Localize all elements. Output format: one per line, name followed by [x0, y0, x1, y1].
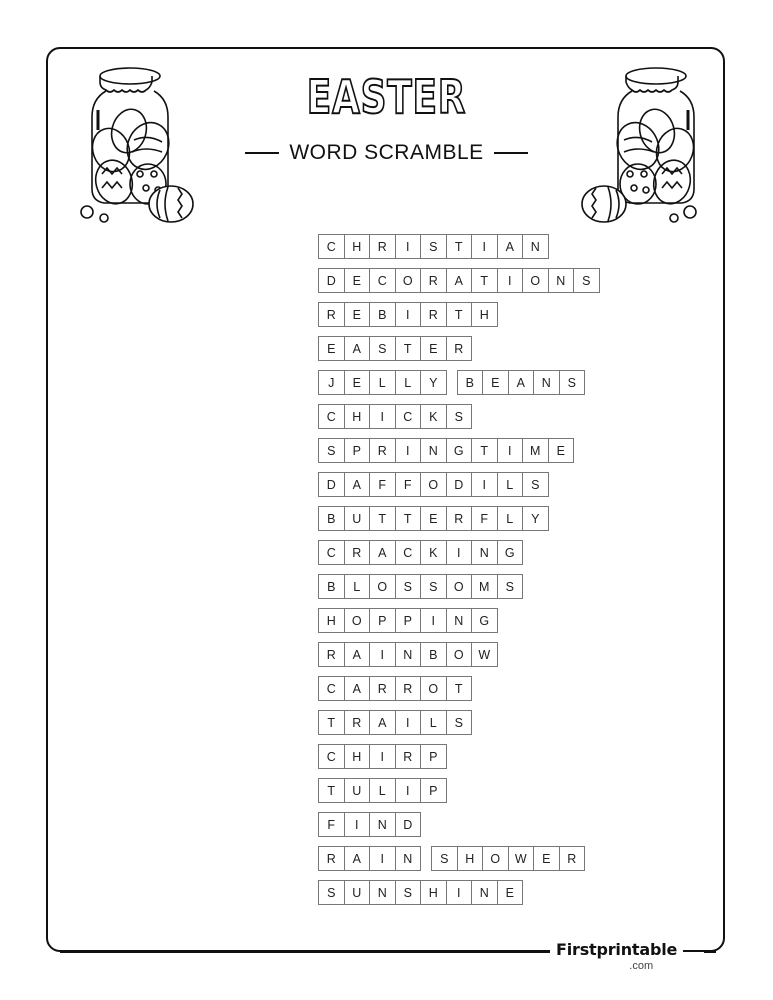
letter-box[interactable]: R — [369, 235, 395, 258]
letter-box[interactable]: A — [344, 677, 370, 700]
letter-box[interactable]: R — [326, 307, 336, 322]
letter-box[interactable]: F — [395, 473, 421, 496]
letter-box[interactable]: O — [446, 575, 472, 598]
answer-boxes — [318, 608, 498, 633]
subtitle-text: WORD SCRAMBLE — [289, 141, 484, 164]
letter-box[interactable]: G — [446, 439, 472, 462]
letter-box[interactable]: I — [395, 711, 421, 734]
answer-boxes — [318, 642, 498, 667]
letter-box[interactable]: S — [420, 235, 446, 258]
letter-box[interactable]: I — [420, 609, 446, 632]
letter-box[interactable]: N — [369, 881, 395, 904]
letter-box[interactable]: P — [395, 609, 421, 632]
letter-box[interactable]: C — [326, 681, 336, 696]
letter-box[interactable]: U — [344, 881, 370, 904]
answer-boxes — [318, 540, 523, 565]
answer-word — [318, 472, 549, 497]
letter-box[interactable]: H — [344, 745, 370, 768]
letter-box[interactable]: A — [497, 235, 523, 258]
letter-box[interactable]: F — [369, 473, 395, 496]
letter-box[interactable]: H — [326, 613, 336, 628]
letter-box[interactable]: N — [369, 813, 395, 836]
letter-box[interactable]: I — [369, 405, 395, 428]
answer-boxes — [318, 846, 585, 871]
letter-box[interactable]: Y — [522, 507, 548, 530]
letter-box[interactable]: E — [344, 303, 370, 326]
letter-box[interactable]: T — [471, 269, 497, 292]
letter-box[interactable]: I — [446, 541, 472, 564]
letter-box[interactable]: A — [344, 337, 370, 360]
letter-box[interactable]: S — [395, 881, 421, 904]
answer-boxes — [318, 472, 549, 497]
letter-box[interactable]: L — [369, 779, 395, 802]
letter-box[interactable]: F — [327, 817, 336, 832]
letter-box[interactable]: N — [420, 439, 446, 462]
answer-word — [318, 540, 523, 565]
letter-box[interactable]: I — [369, 745, 395, 768]
letter-box[interactable]: S — [559, 371, 585, 394]
letter-box[interactable]: R — [420, 269, 446, 292]
letter-box[interactable]: C — [326, 409, 336, 424]
letter-box[interactable]: N — [548, 269, 574, 292]
letter-box[interactable]: C — [395, 405, 421, 428]
answer-word — [318, 268, 600, 293]
answer-boxes — [318, 574, 523, 599]
letter-box[interactable]: E — [344, 371, 370, 394]
letter-box[interactable]: T — [446, 235, 472, 258]
letter-box[interactable]: I — [395, 235, 421, 258]
letter-box[interactable]: R — [344, 541, 370, 564]
letter-box[interactable]: P — [344, 439, 370, 462]
letter-box[interactable]: O — [395, 269, 421, 292]
letter-box[interactable]: G — [497, 541, 523, 564]
letter-box[interactable]: O — [344, 609, 370, 632]
letter-box[interactable]: R — [369, 677, 395, 700]
answer-word — [318, 234, 549, 259]
letter-box[interactable]: B — [420, 643, 446, 666]
letter-box[interactable]: I — [471, 235, 497, 258]
letter-box[interactable]: L — [420, 711, 446, 734]
letter-box[interactable]: R — [420, 303, 446, 326]
letter-box[interactable]: K — [420, 541, 446, 564]
letter-box[interactable]: S — [395, 575, 421, 598]
answer-word — [318, 710, 472, 735]
answer-word — [457, 370, 586, 395]
letter-box[interactable]: T — [395, 507, 421, 530]
letter-box[interactable]: M — [471, 575, 497, 598]
letter-box[interactable]: O — [420, 677, 446, 700]
letter-box[interactable]: T — [327, 783, 336, 798]
answer-boxes — [318, 404, 472, 429]
letter-box[interactable]: E — [533, 847, 559, 870]
letter-box[interactable]: A — [344, 643, 370, 666]
footer-line-left — [60, 951, 560, 953]
answer-word — [318, 744, 447, 769]
letter-box[interactable]: O — [522, 269, 548, 292]
letter-box[interactable]: S — [573, 269, 599, 292]
letter-box[interactable]: U — [344, 779, 370, 802]
answer-boxes — [318, 812, 421, 837]
letter-box[interactable]: H — [420, 881, 446, 904]
answer-word — [318, 574, 523, 599]
letter-box[interactable]: Y — [420, 371, 446, 394]
letter-box[interactable]: J — [328, 375, 335, 390]
letter-box[interactable]: S — [440, 851, 449, 866]
letter-box[interactable]: E — [420, 507, 446, 530]
letter-box[interactable]: R — [446, 337, 472, 360]
letter-box[interactable]: T — [369, 507, 395, 530]
answer-word — [318, 676, 472, 701]
letter-box[interactable]: R — [395, 745, 421, 768]
brand-name: Firstprintable — [556, 940, 678, 959]
letter-box[interactable]: O — [369, 575, 395, 598]
letter-box[interactable]: L — [395, 371, 421, 394]
answer-boxes — [318, 302, 498, 327]
letter-box[interactable]: T — [471, 439, 497, 462]
letter-box[interactable]: R — [326, 851, 336, 866]
answer-word — [318, 336, 472, 361]
letter-box[interactable]: C — [326, 239, 336, 254]
answer-boxes — [318, 506, 549, 531]
letter-box[interactable]: D — [326, 273, 336, 288]
letter-box[interactable]: P — [420, 779, 446, 802]
letter-box[interactable]: B — [369, 303, 395, 326]
letter-box[interactable]: G — [471, 609, 497, 632]
letter-box[interactable]: N — [471, 541, 497, 564]
decorative-dash — [494, 152, 528, 154]
answer-word — [318, 608, 498, 633]
answer-word — [318, 812, 421, 837]
letter-box[interactable]: R — [559, 847, 585, 870]
letter-box[interactable]: H — [457, 847, 483, 870]
letter-box[interactable]: H — [344, 405, 370, 428]
letter-box[interactable]: P — [369, 609, 395, 632]
letter-box[interactable]: E — [548, 439, 574, 462]
letter-box[interactable]: N — [522, 235, 548, 258]
letter-box[interactable]: I — [497, 439, 523, 462]
decorative-dash — [245, 152, 279, 154]
answer-boxes — [318, 880, 523, 905]
letter-box[interactable]: S — [327, 885, 336, 900]
letter-box[interactable]: S — [522, 473, 548, 496]
letter-box[interactable]: A — [344, 473, 370, 496]
letter-box[interactable]: T — [446, 677, 472, 700]
letter-box[interactable]: H — [344, 235, 370, 258]
answer-word — [318, 642, 498, 667]
letter-box[interactable]: I — [497, 269, 523, 292]
letter-box[interactable]: S — [420, 575, 446, 598]
letter-box[interactable]: P — [420, 745, 446, 768]
letter-box[interactable]: D — [326, 477, 336, 492]
letter-box[interactable]: M — [522, 439, 548, 462]
letter-box[interactable]: I — [369, 847, 395, 870]
letter-box[interactable]: I — [395, 779, 421, 802]
letter-box[interactable]: T — [327, 715, 336, 730]
answer-word — [318, 880, 523, 905]
page-subtitle — [0, 141, 773, 165]
answer-word — [318, 506, 549, 531]
letter-box[interactable]: O — [420, 473, 446, 496]
letter-box[interactable]: E — [482, 371, 508, 394]
letter-box[interactable]: N — [446, 609, 472, 632]
page-title: EASTER — [306, 70, 467, 124]
letter-box[interactable]: O — [446, 643, 472, 666]
letter-box[interactable]: I — [471, 473, 497, 496]
letter-box[interactable]: C — [326, 749, 336, 764]
answer-word — [431, 846, 585, 871]
letter-box[interactable]: S — [369, 337, 395, 360]
letter-box[interactable]: E — [344, 269, 370, 292]
letter-box[interactable]: S — [497, 575, 523, 598]
footer-brand — [550, 940, 683, 972]
answer-boxes — [318, 778, 447, 803]
letter-box[interactable]: T — [395, 337, 421, 360]
letter-box[interactable]: E — [497, 881, 523, 904]
letter-box[interactable]: C — [395, 541, 421, 564]
letter-box[interactable]: I — [446, 881, 472, 904]
letter-box[interactable]: L — [344, 575, 370, 598]
answer-word — [318, 302, 498, 327]
letter-box[interactable]: N — [395, 643, 421, 666]
letter-box[interactable]: S — [327, 443, 336, 458]
letter-box[interactable]: W — [471, 643, 497, 666]
letter-box[interactable]: D — [395, 813, 421, 836]
answer-boxes — [318, 336, 472, 361]
letter-box[interactable]: C — [326, 545, 336, 560]
letter-box[interactable]: N — [471, 881, 497, 904]
letter-box[interactable]: S — [446, 405, 472, 428]
answer-word — [318, 846, 421, 871]
letter-box[interactable]: L — [369, 371, 395, 394]
letter-box[interactable]: B — [327, 579, 336, 594]
answer-boxes — [318, 234, 549, 259]
answer-boxes — [318, 744, 447, 769]
letter-box[interactable]: A — [446, 269, 472, 292]
letter-box[interactable]: R — [344, 711, 370, 734]
letter-box[interactable]: L — [497, 507, 523, 530]
letter-box[interactable]: E — [420, 337, 446, 360]
answer-word — [318, 438, 574, 463]
letter-box[interactable]: L — [497, 473, 523, 496]
letter-box[interactable]: I — [395, 303, 421, 326]
letter-box[interactable]: A — [369, 541, 395, 564]
brand-domain: .com — [629, 960, 654, 972]
letter-box[interactable]: U — [344, 507, 370, 530]
answer-word — [318, 778, 447, 803]
letter-box[interactable]: O — [482, 847, 508, 870]
letter-box[interactable]: R — [326, 647, 336, 662]
letter-box[interactable]: R — [395, 677, 421, 700]
letter-box[interactable]: F — [471, 507, 497, 530]
letter-box[interactable]: D — [446, 473, 472, 496]
letter-box[interactable]: I — [395, 439, 421, 462]
answer-word — [318, 370, 447, 395]
letter-box[interactable]: A — [508, 371, 534, 394]
letter-box[interactable]: N — [395, 847, 421, 870]
letter-box[interactable]: I — [369, 643, 395, 666]
letter-box[interactable]: A — [369, 711, 395, 734]
answer-boxes — [318, 710, 472, 735]
letter-box[interactable]: E — [327, 341, 336, 356]
footer-line-right — [704, 951, 716, 953]
answer-word — [318, 404, 472, 429]
letter-box[interactable]: R — [369, 439, 395, 462]
letter-box[interactable]: R — [446, 507, 472, 530]
letter-box[interactable]: S — [446, 711, 472, 734]
letter-box[interactable]: C — [369, 269, 395, 292]
letter-box[interactable]: B — [465, 375, 474, 390]
answer-boxes — [318, 268, 600, 293]
letter-box[interactable]: K — [420, 405, 446, 428]
answer-boxes — [318, 438, 574, 463]
letter-box[interactable]: T — [446, 303, 472, 326]
letter-box[interactable]: W — [508, 847, 534, 870]
answer-boxes — [318, 676, 472, 701]
letter-box[interactable]: N — [533, 371, 559, 394]
answer-boxes — [318, 370, 585, 395]
letter-box[interactable]: B — [327, 511, 336, 526]
letter-box[interactable]: I — [344, 813, 370, 836]
letter-box[interactable]: A — [344, 847, 370, 870]
letter-box[interactable]: H — [471, 303, 497, 326]
